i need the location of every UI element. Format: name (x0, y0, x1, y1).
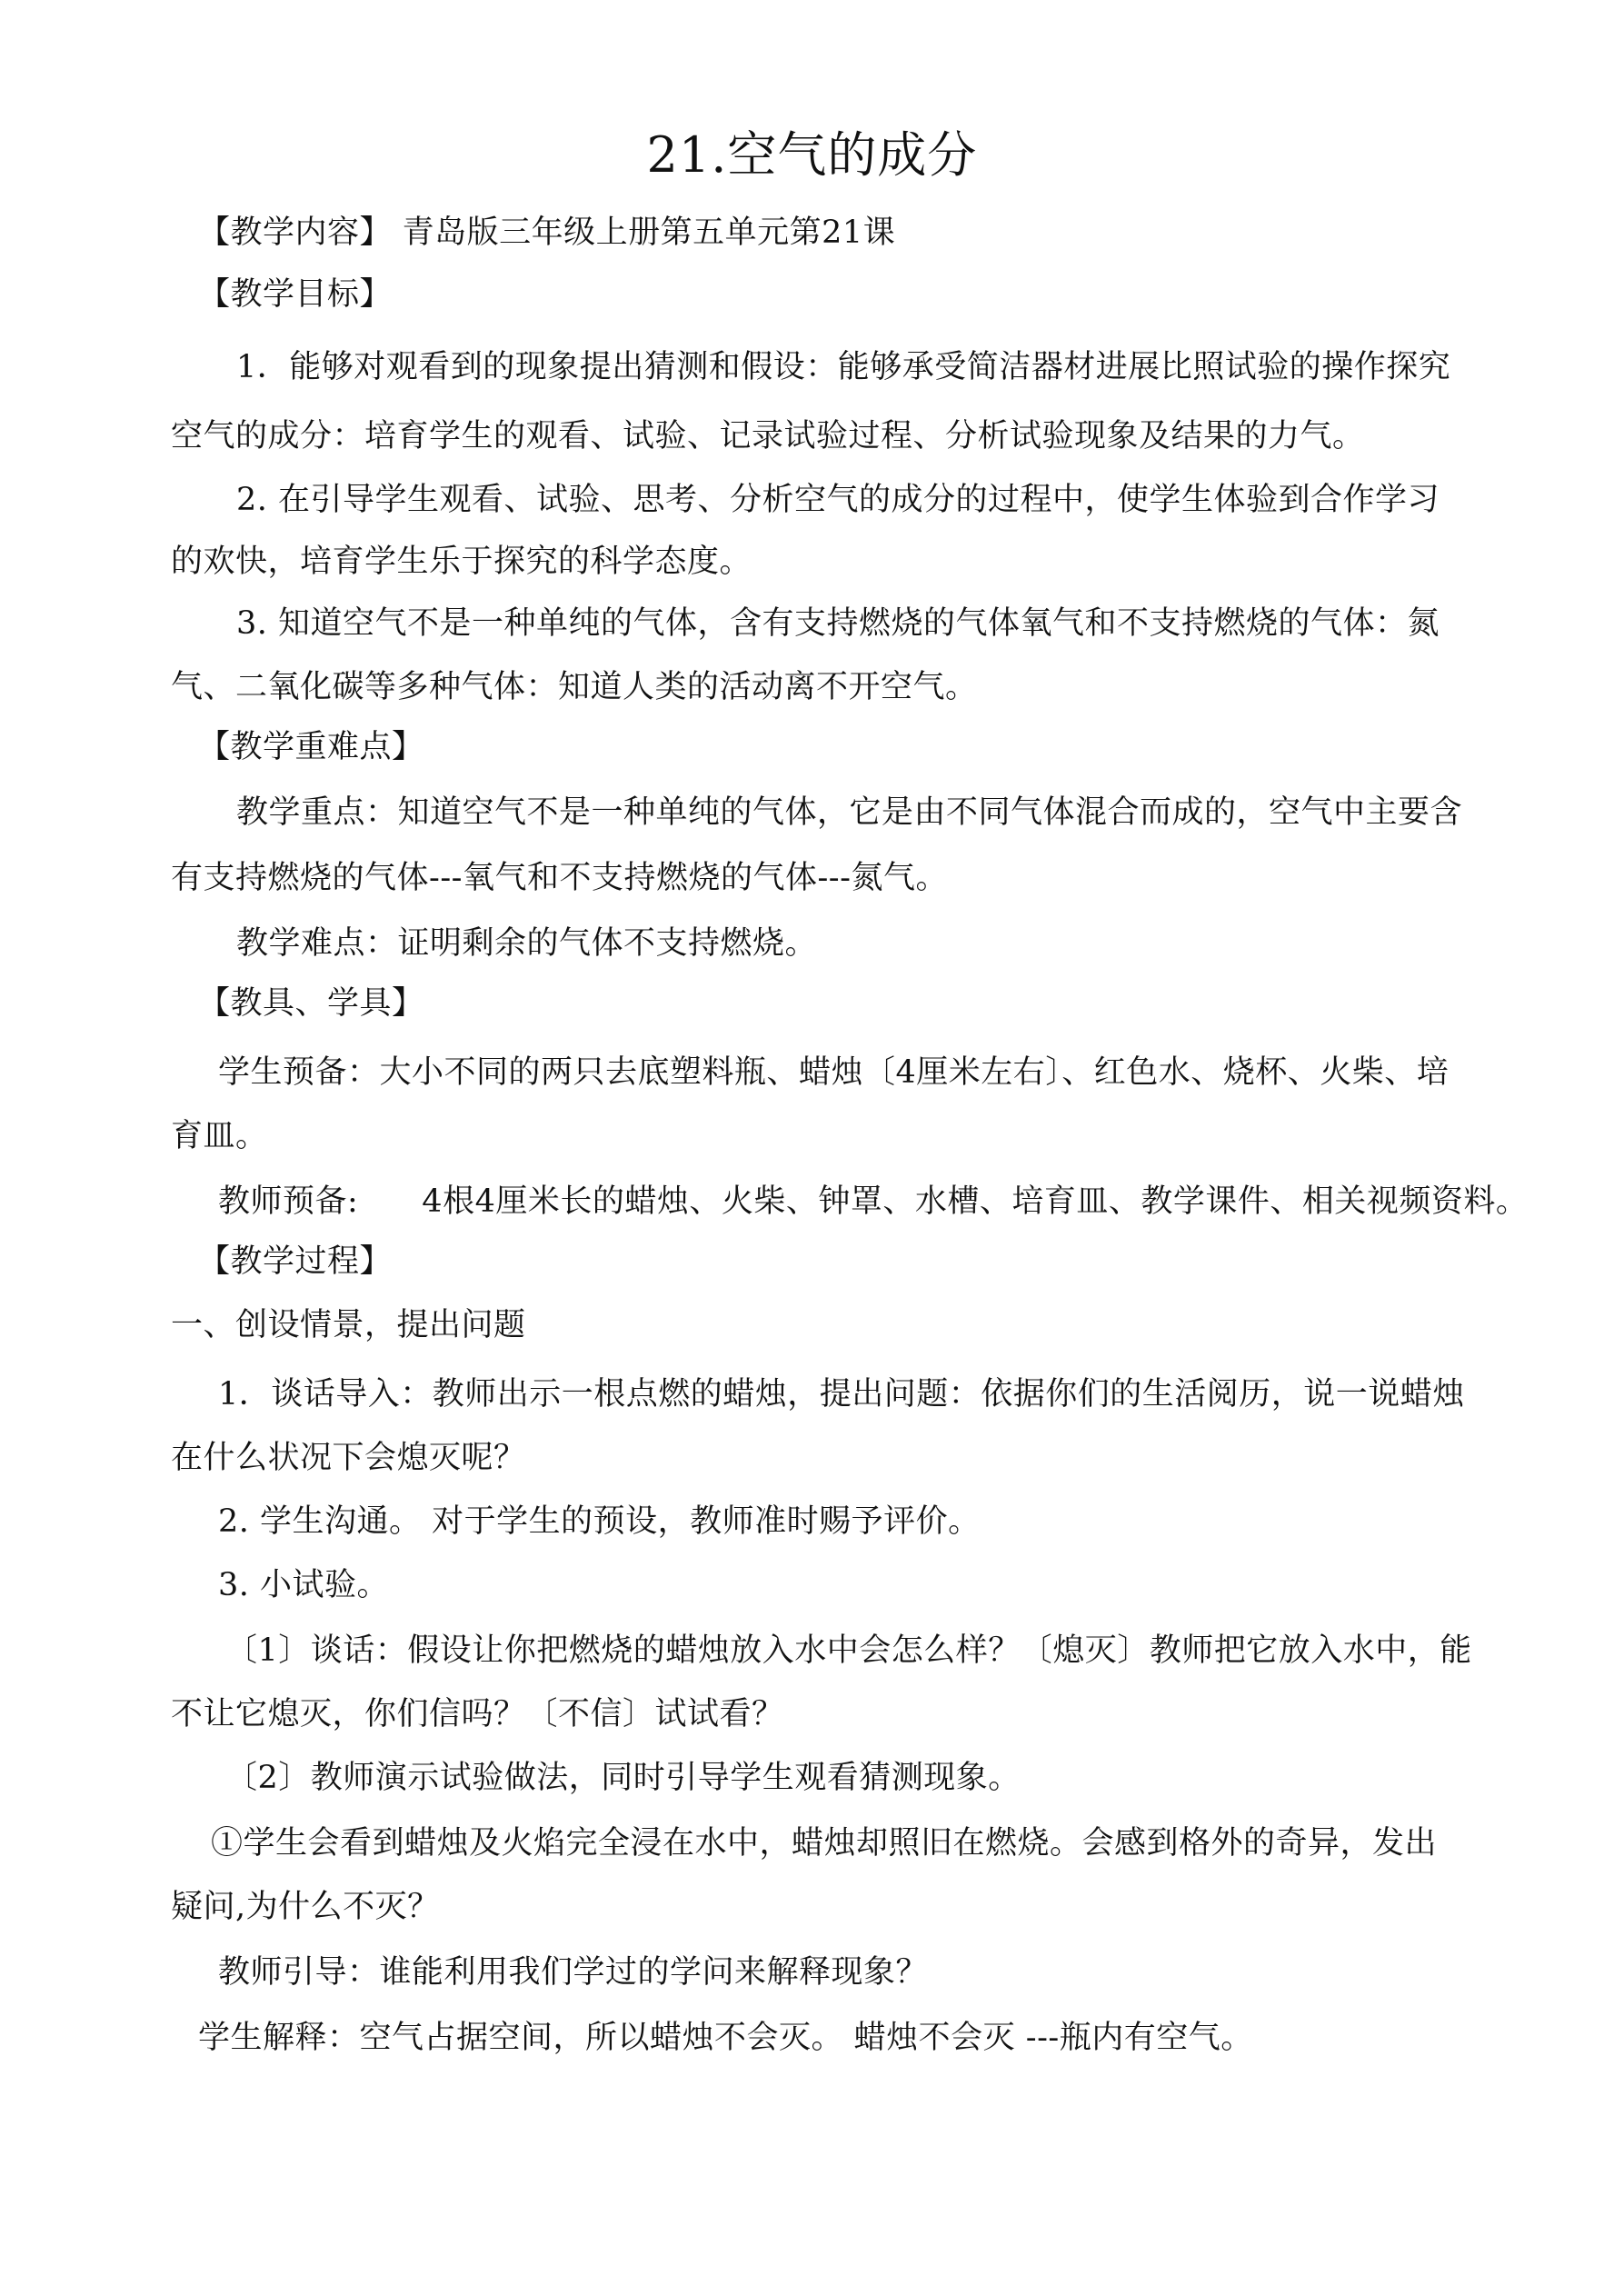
step-2: 2. 学生沟通。 对于学生的预设，教师准时赐予评价。 (218, 1503, 981, 1540)
step-1-line1: 1．谈话导入：教师出示一根点燃的蜡烛，提出问题：依据你们的生活阅历，说一说蜡烛 (218, 1376, 1465, 1413)
teacher-prep-value: 4根4厘米长的蜡烛、火柴、钟罩、水槽、培育皿、教学课件、相关视频资料。 (422, 1183, 1529, 1220)
teacher-prep (218, 1182, 1528, 1222)
key-point-line1: 教学重点：知道空气不是一种单纯的气体，它是由不同气体混合而成的，空气中主要含 (236, 794, 1463, 831)
student-prep-line2: 育皿。 (171, 1118, 268, 1154)
process-label: 【教学过程】 (198, 1243, 393, 1280)
objective-2-line2: 的欢快，培育学生乐于探究的科学态度。 (171, 544, 752, 580)
page-title: 21.空气的成分 (646, 126, 978, 184)
content-value: 青岛版三年级上册第五单元第21课 (402, 215, 896, 251)
student-explain: 学生解释：空气占据空间，所以蜡烛不会灭。 蜡烛不会灭 ---瓶内有空气。 (198, 2020, 1253, 2056)
objective-3-line1: 3. 知道空气不是一种单纯的气体，含有支持燃烧的气体氧气和不支持燃烧的气体：氮 (236, 605, 1440, 642)
step-3-1-line2: 不让它熄灭，你们信吗？〔不信〕试试看？ (171, 1696, 784, 1732)
step-3-2: 〔2〕教师演示试验做法，同时引导学生观看猜测现象。 (225, 1760, 1021, 1796)
step-1-line2: 在什么状况下会熄灭呢？ (171, 1440, 526, 1476)
objective-3-line2: 气、二氧化碳等多种气体：知道人类的活动离不开空气。 (171, 669, 978, 705)
objectives-label: 【教学目标】 (198, 276, 393, 313)
difficulty-point: 教学难点：证明剩余的气体不支持燃烧。 (236, 925, 818, 962)
observation-line1: ①学生会看到蜡烛及火焰完全浸在水中，蜡烛却照旧在燃烧。会感到格外的奇异，发出 (211, 1825, 1438, 1862)
content-label: 【教学内容】 (198, 215, 393, 251)
observation-line2: 疑问,为什么不灭？ (171, 1889, 440, 1925)
section-1-heading: 一、创设情景，提出问题 (171, 1307, 526, 1343)
teacher-guide: 教师引导：谁能利用我们学过的学问来解释现象？ (218, 1954, 929, 1991)
objective-1-line1: 1．能够对观看到的现象提出猜测和假设：能够承受简洁器材进展比照试验的操作探究 (236, 349, 1451, 385)
teacher-prep-label: 教师预备: (218, 1183, 359, 1220)
key-point-line2: 有支持燃烧的气体---氧气和不支持燃烧的气体---氮气。 (171, 860, 948, 896)
step-3: 3. 小试验。 (218, 1567, 390, 1603)
tools-label: 【教具、学具】 (198, 985, 424, 1022)
objective-2-line1: 2. 在引导学生观看、试验、思考、分析空气的成分的过程中，使学生体验到合作学习 (236, 482, 1440, 518)
step-3-1-line1: 〔1〕谈话：假设让你把燃烧的蜡烛放入水中会怎么样？〔熄灭〕教师把它放入水中，能 (225, 1632, 1472, 1669)
student-prep-line1: 学生预备：大小不同的两只去底塑料瓶、蜡烛〔4厘米左右〕、红色水、烧杯、火柴、培 (218, 1054, 1450, 1091)
objective-1-line2: 空气的成分：培育学生的观看、试验、记录试验过程、分析试验现象及结果的力气。 (171, 418, 1365, 454)
content-heading (198, 213, 895, 253)
keypoints-label: 【教学重难点】 (198, 729, 424, 765)
